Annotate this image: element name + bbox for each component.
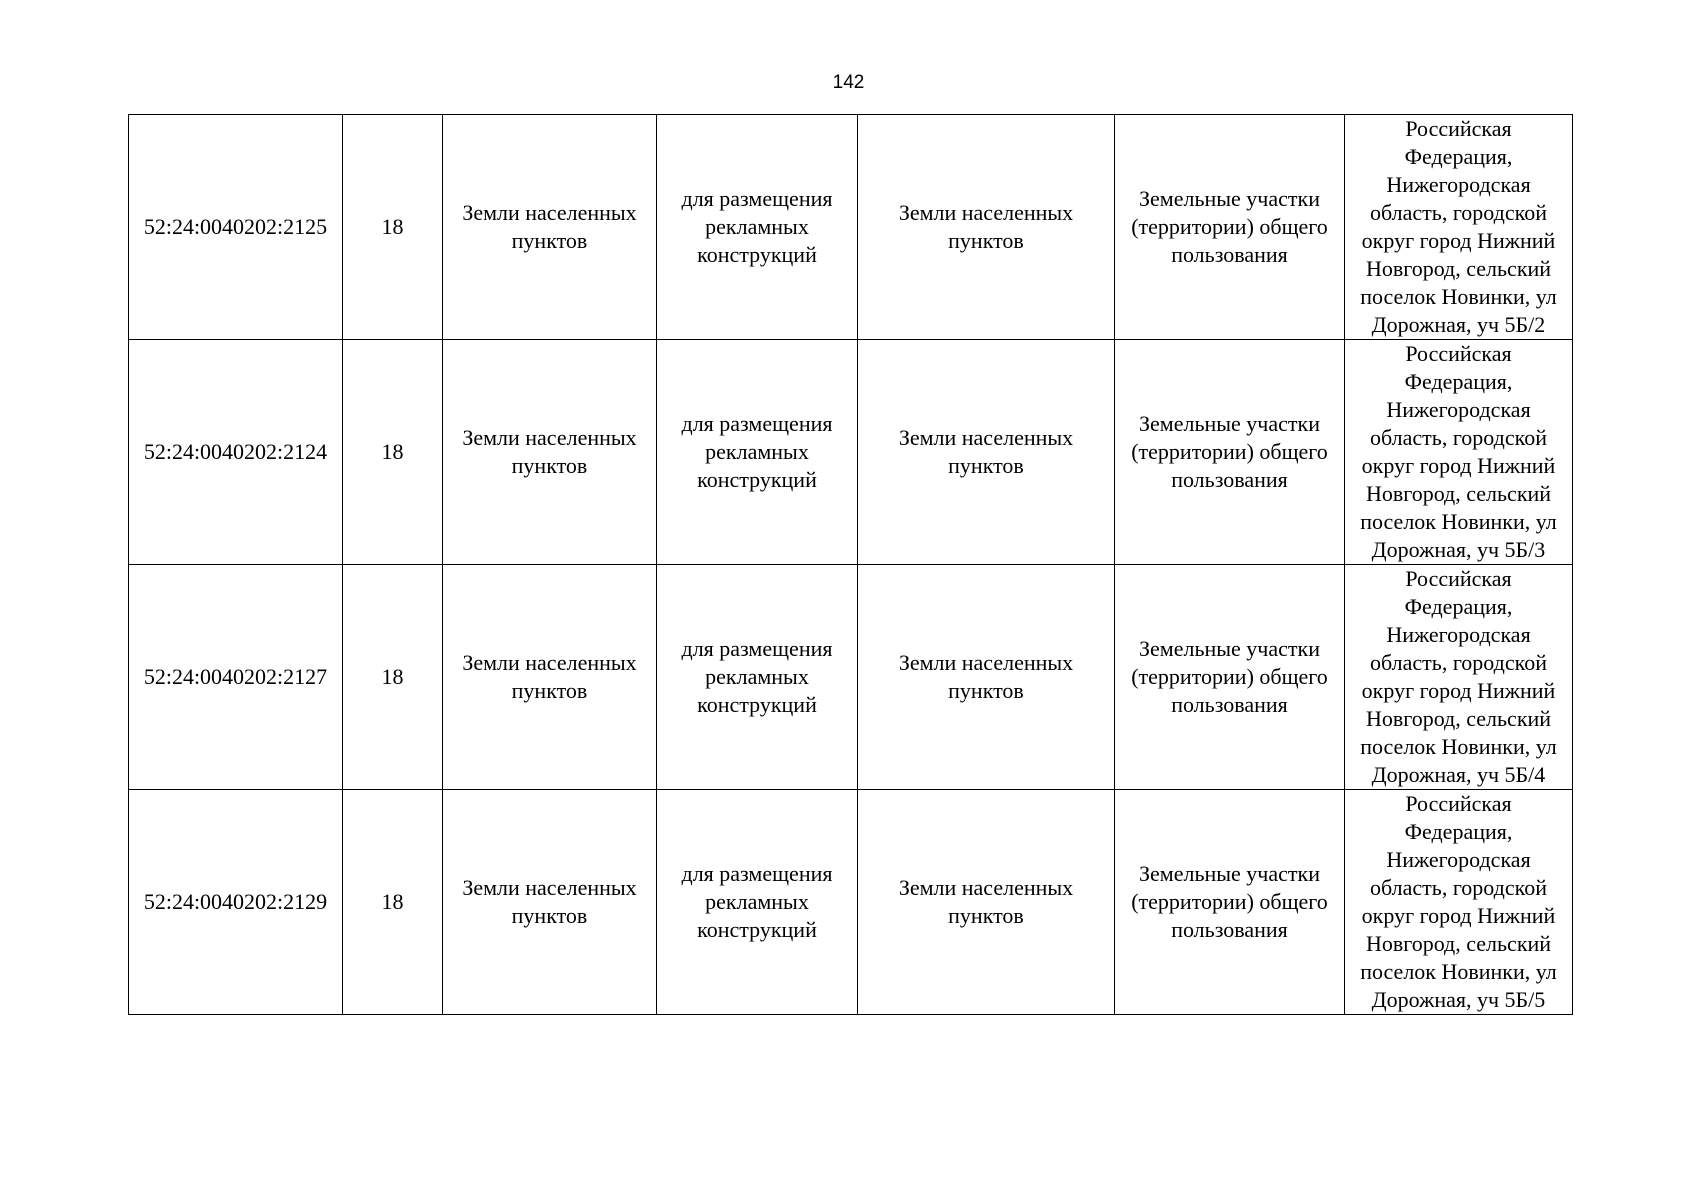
land-category-secondary-cell: Земли населенных пунктов <box>858 115 1115 340</box>
use-type-cell: Земельные участки (территории) общего пользования <box>1115 790 1345 1015</box>
permitted-use-cell: для размещения рекламных конструкций <box>657 340 858 565</box>
area-cell: 18 <box>343 565 443 790</box>
cadastral-number-cell: 52:24:0040202:2125 <box>129 115 343 340</box>
permitted-use-cell: для размещения рекламных конструкций <box>657 115 858 340</box>
use-type-cell: Земельные участки (территории) общего пользования <box>1115 115 1345 340</box>
land-plot-table <box>128 114 1573 1015</box>
address-cell: Российская Федерация, Нижегородская область, городской округ город Нижний Новгород, сельский поселок Новинки, ул Дорожная, уч 5Б/5 <box>1345 790 1573 1015</box>
use-type-cell: Земельные участки (территории) общего пользования <box>1115 565 1345 790</box>
land-category-cell: Земли населенных пунктов <box>443 115 657 340</box>
table-row <box>129 565 1573 790</box>
table-row <box>129 340 1573 565</box>
area-cell: 18 <box>343 340 443 565</box>
cadastral-number-cell: 52:24:0040202:2127 <box>129 565 343 790</box>
address-cell: Российская Федерация, Нижегородская область, городской округ город Нижний Новгород, сельский поселок Новинки, ул Дорожная, уч 5Б/3 <box>1345 340 1573 565</box>
land-category-cell: Земли населенных пунктов <box>443 565 657 790</box>
land-category-secondary-cell: Земли населенных пунктов <box>858 565 1115 790</box>
use-type-cell: Земельные участки (территории) общего пользования <box>1115 340 1345 565</box>
area-cell: 18 <box>343 790 443 1015</box>
cadastral-number-cell: 52:24:0040202:2124 <box>129 340 343 565</box>
permitted-use-cell: для размещения рекламных конструкций <box>657 790 858 1015</box>
permitted-use-cell: для размещения рекламных конструкций <box>657 565 858 790</box>
table-row <box>129 115 1573 340</box>
land-category-cell: Земли населенных пунктов <box>443 340 657 565</box>
area-cell: 18 <box>343 115 443 340</box>
cadastral-number-cell: 52:24:0040202:2129 <box>129 790 343 1015</box>
table-row <box>129 790 1573 1015</box>
address-cell: Российская Федерация, Нижегородская область, городской округ город Нижний Новгород, сельский поселок Новинки, ул Дорожная, уч 5Б/2 <box>1345 115 1573 340</box>
land-category-secondary-cell: Земли населенных пунктов <box>858 340 1115 565</box>
address-cell: Российская Федерация, Нижегородская область, городской округ город Нижний Новгород, сельский поселок Новинки, ул Дорожная, уч 5Б/4 <box>1345 565 1573 790</box>
page-number: 142 <box>832 72 865 93</box>
land-category-secondary-cell: Земли населенных пунктов <box>858 790 1115 1015</box>
land-category-cell: Земли населенных пунктов <box>443 790 657 1015</box>
